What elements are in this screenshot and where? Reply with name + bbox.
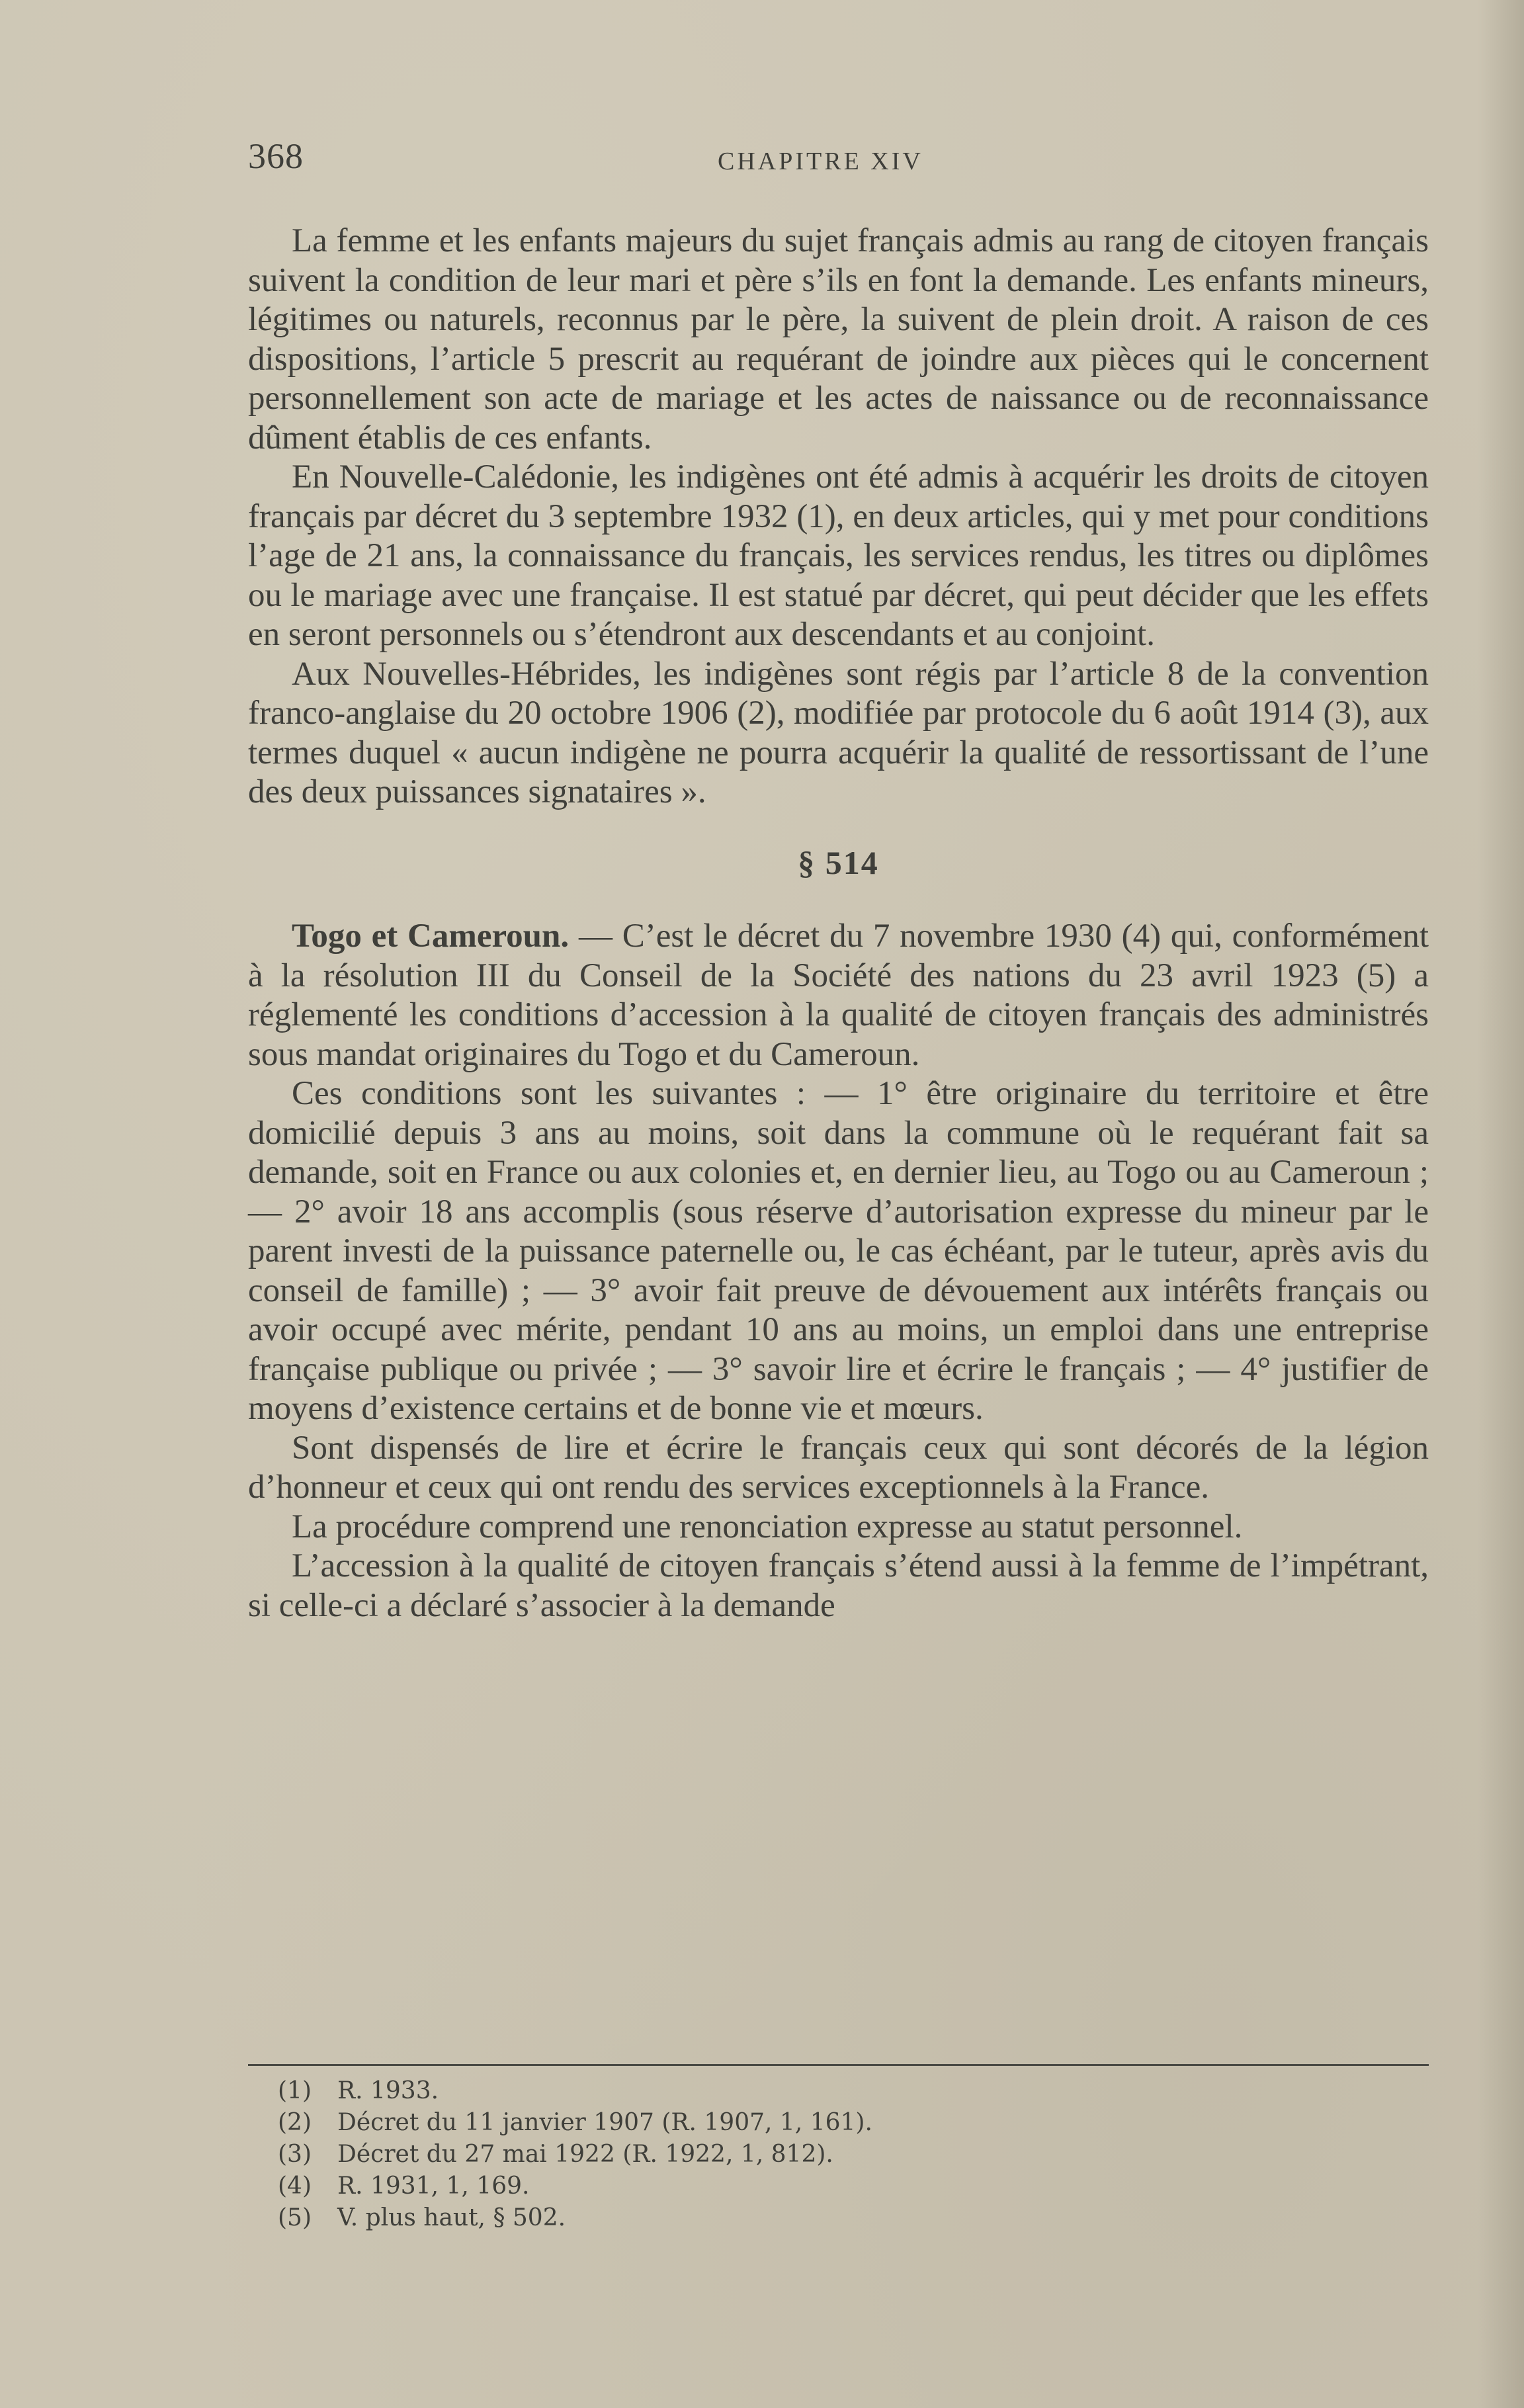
footnote-mark: (1)	[278, 2077, 312, 2104]
running-head: CHAPITRE XIV	[718, 148, 923, 175]
paragraph: Sont dispensés de lire et écrire le français ceux qui sont décorés de la légion d’honneur et ceux qui ont rendu des services exceptionnels à la France.	[248, 1429, 1429, 1506]
paragraph: La procédure comprend une renonciation expresse au statut personnel.	[292, 1508, 1243, 1545]
footnote	[278, 2139, 1402, 2171]
paragraph: Aux Nouvelles-Hébrides, les indigènes sont régis par l’article 8 de la convention franco-anglaise du 20 octobre 1906 (2), modifiée par protocole du 6 août 1914 (3), aux termes duquel « aucun indigène ne pourra acquérir la qualité de ressortissant de l’une des deux puissances signataires ».	[248, 655, 1429, 810]
footnote-mark: (4)	[278, 2172, 312, 2200]
page-edge-shadow	[1478, 0, 1524, 2408]
footnote-separator	[248, 2064, 1429, 2066]
footnote-text: Décret du 27 mai 1922 (R. 1922, 1, 812).	[337, 2141, 833, 2168]
lead-term: Togo et Cameroun.	[292, 918, 570, 955]
footnote-mark: (3)	[278, 2141, 312, 2168]
footnotes	[278, 2075, 1402, 2234]
footnote-text: Décret du 11 janvier 1907 (R. 1907, 1, 161).	[337, 2109, 872, 2136]
footnote	[278, 2202, 1402, 2234]
footnote	[278, 2107, 1402, 2139]
paragraph: En Nouvelle-Calédonie, les indigènes ont été admis à acquérir les droits de citoyen français par décret du 3 septembre 1932 (1), en deux articles, qui y met pour conditions l’age de 21 ans, la connaissance du français, les services rendus, les titres ou diplômes ou le mariage avec une française. Il est statué par décret, qui peut décider que les effets en seront personnels ou s’étendront aux descendants et au conjoint.	[248, 458, 1429, 653]
section-heading: § 514	[798, 843, 879, 881]
footnote-text: R. 1933.	[337, 2077, 439, 2104]
page-header	[248, 136, 1429, 189]
page-number: 368	[248, 136, 304, 176]
footnote-mark: (2)	[278, 2109, 312, 2136]
lead-paragraph-text: — C’est le décret du 7 novembre 1930 (4) qui, conformément à la résolution III du Conseil de la Société des nations du 23 avril 1923 (5) a réglementé les conditions d’accession à la qualité de citoyen français des administrés sous mandat originaires du Togo et du Cameroun.	[248, 918, 1429, 1073]
main-text	[248, 222, 1429, 1625]
footnote-text: R. 1931, 1, 169.	[337, 2172, 530, 2200]
footnote	[278, 2171, 1402, 2202]
footnote	[278, 2075, 1402, 2107]
footnote-text: V. plus haut, § 502.	[337, 2204, 566, 2231]
footnote-mark: (5)	[278, 2204, 312, 2231]
section-lead-paragraph	[248, 917, 1429, 1074]
paragraph: Ces conditions sont les suivantes : — 1° être originaire du territoire et être domicilié depuis 3 ans au moins, soit dans la commune où le requérant fait sa demande, soit en France ou aux colonies et, en dernier lieu, au Togo ou au Cameroun ; — 2° avoir 18 ans accomplis (sous réserve d’autorisation expresse du mineur par le parent investi de la puissance paternelle ou, le cas échéant, par le tuteur, après avis du conseil de famille) ; — 3° avoir fait preuve de dévouement aux intérêts français ou avoir occupé avec mérite, pendant 10 ans au moins, un emploi dans une entreprise française publique ou privée ; — 3° savoir lire et écrire le français ; — 4° justifier de moyens d’existence certains et de bonne vie et mœurs.	[248, 1075, 1429, 1427]
paragraph: La femme et les enfants majeurs du sujet français admis au rang de citoyen français suivent la condition de leur mari et père s’ils en font la demande. Les enfants mineurs, légitimes ou naturels, reconnus par le père, la suivent de plein droit. A raison de ces dispositions, l’article 5 prescrit au requérant de joindre aux pièces qui le concernent personnellement son acte de mariage et les actes de naissance ou de reconnaissance dûment établis de ces enfants.	[248, 222, 1429, 456]
paragraph: L’accession à la qualité de citoyen français s’étend aussi à la femme de l’impétrant, si celle-ci a déclaré s’associer à la demande	[248, 1547, 1429, 1624]
